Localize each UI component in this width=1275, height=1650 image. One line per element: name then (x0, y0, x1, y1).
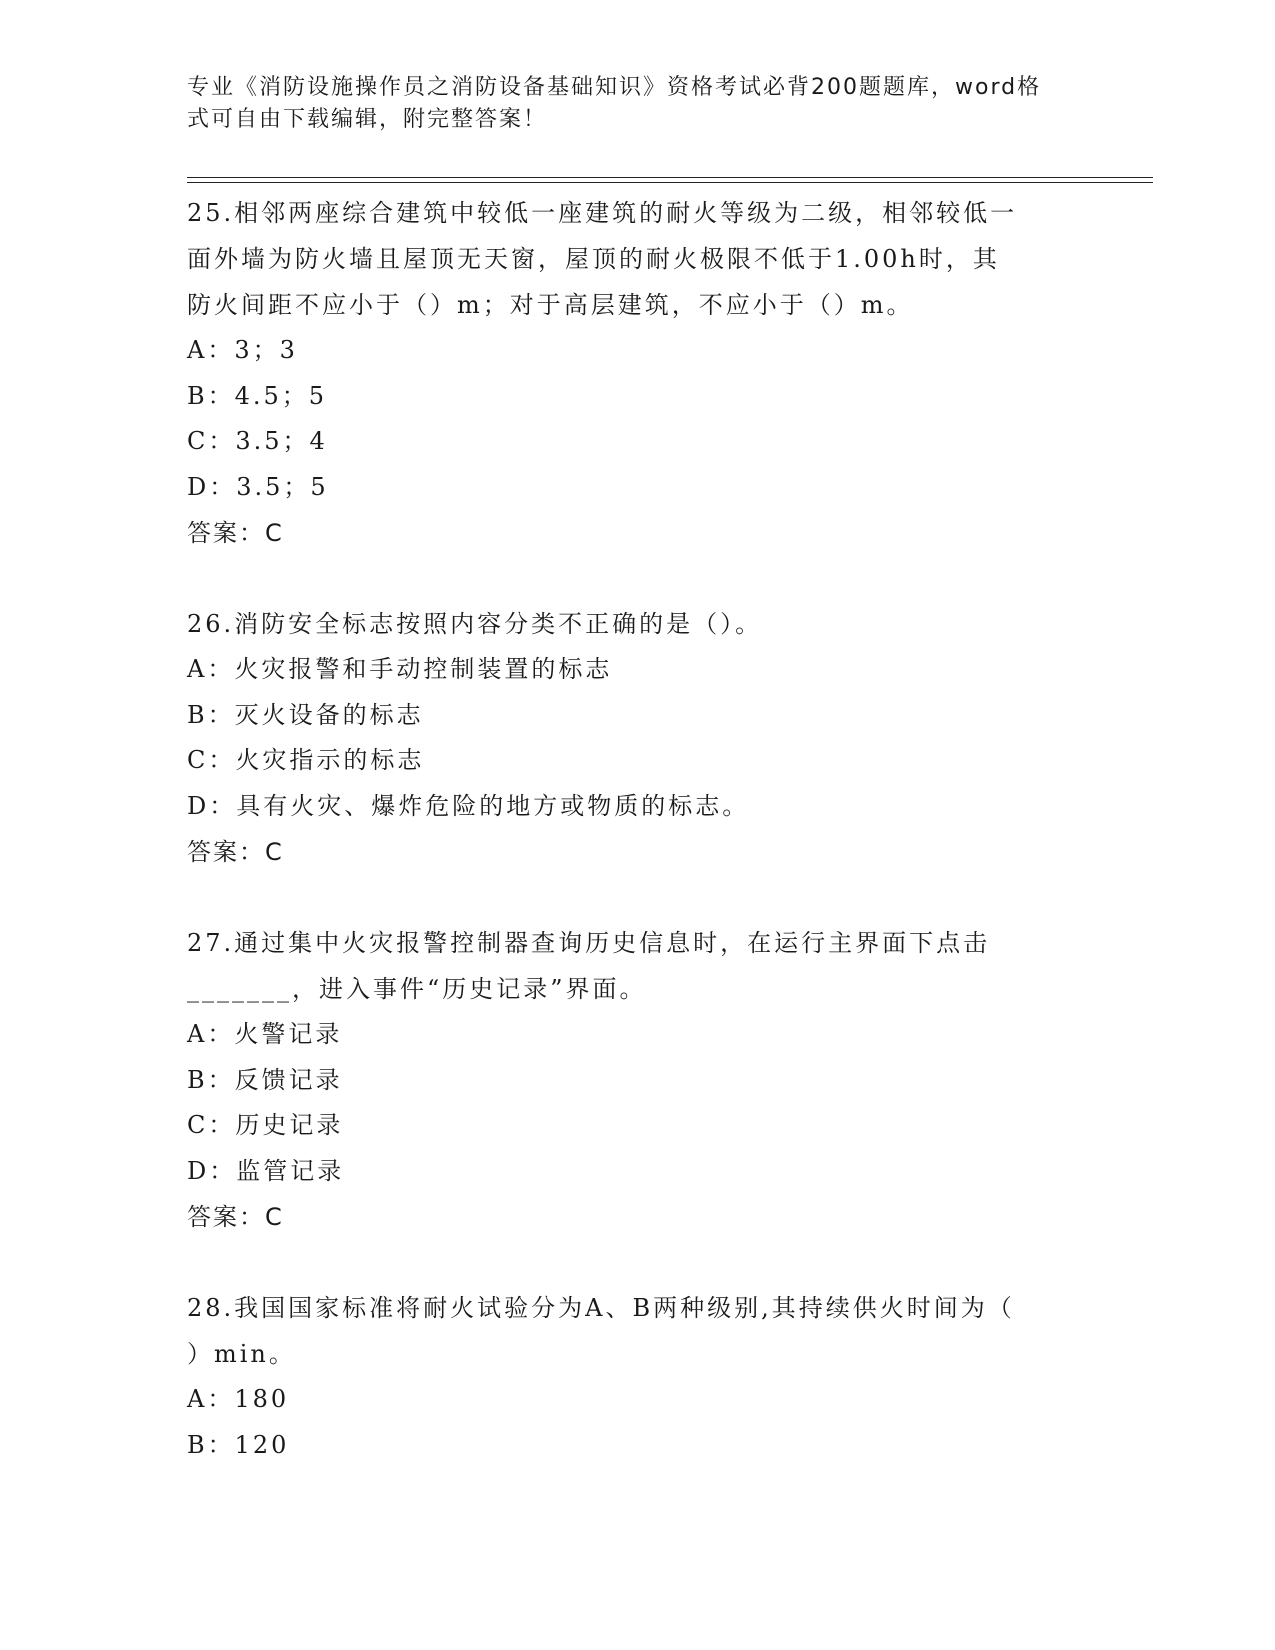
option-b: B：120 (187, 1430, 290, 1459)
header-divider-bottom (187, 182, 1153, 183)
option-c: C：历史记录 (187, 1111, 344, 1139)
document-header (187, 72, 1067, 136)
option-d: D：监管记录 (187, 1156, 345, 1185)
question-27 (187, 920, 1087, 1240)
option-d: D：具有火灾、爆炸危险的地方或物质的标志。 (187, 791, 750, 820)
option-d: D：3.5；5 (187, 472, 329, 501)
option-b: B：4.5；5 (187, 381, 328, 410)
option-a: A：180 (187, 1385, 290, 1413)
question-text-line: 26.消防安全标志按照内容分类不正确的是（）。 (187, 610, 763, 638)
answer-line: 答案：C (187, 838, 284, 866)
option-a: A：火警记录 (187, 1020, 343, 1048)
question-25 (187, 190, 1087, 556)
header-divider-top (187, 177, 1153, 178)
question-text-line: 面外墙为防火墙且屋顶无天窗，屋顶的耐火极限不低于1.00h时，其 (187, 245, 1000, 273)
question-spacer (187, 1240, 1087, 1285)
header-line-1: 专业《消防设施操作员之消防设备基础知识》资格考试必背200题题库，word格 (187, 75, 1042, 100)
question-text-line: _______，进入事件“历史记录”界面。 (187, 975, 647, 1003)
question-28 (187, 1285, 1087, 1468)
option-a: A：火灾报警和手动控制装置的标志 (187, 655, 613, 683)
option-b: B：反馈记录 (187, 1065, 343, 1094)
header-line-2: 式可自由下载编辑，附完整答案！ (187, 107, 548, 132)
question-text-line: 25.相邻两座综合建筑中较低一座建筑的耐火等级为二级，相邻较低一 (187, 199, 1018, 227)
option-b: B：灭火设备的标志 (187, 700, 424, 729)
question-26 (187, 601, 1087, 875)
question-text-line: 28.我国国家标准将耐火试验分为A、B两种级别,其持续供火时间为（ (187, 1294, 1015, 1322)
option-c: C：3.5；4 (187, 427, 328, 455)
question-text-line: 27.通过集中火灾报警控制器查询历史信息时，在运行主界面下点击 (187, 929, 991, 957)
question-spacer (187, 556, 1087, 601)
question-spacer (187, 875, 1087, 920)
answer-line: 答案：C (187, 1203, 284, 1231)
option-a: A：3；3 (187, 336, 298, 364)
option-c: C：火灾指示的标志 (187, 746, 425, 774)
answer-line: 答案：C (187, 519, 284, 547)
question-text-line: ）min。 (187, 1340, 296, 1368)
question-text-line: 防火间距不应小于（）m；对于高层建筑，不应小于（）m。 (187, 291, 914, 319)
question-list (187, 190, 1087, 1468)
